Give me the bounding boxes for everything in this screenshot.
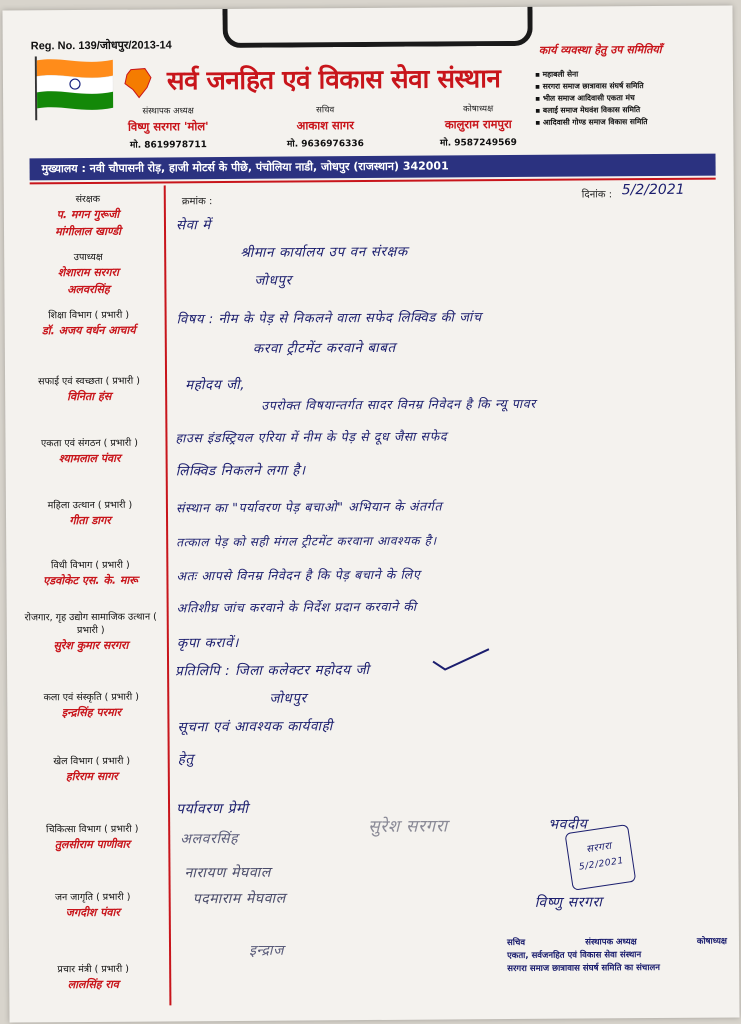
- address-bar: मुख्यालय : नवी चौपासनी रोड़, हाजी मोटर्स के पीछे, पंचोलिया नाडी, जोधपुर (राजस्थान) 342001: [30, 154, 716, 181]
- sidebar-role: सफाई एवं स्वच्छता ( प्रभारी ): [38, 375, 141, 388]
- sidebar-entry: [12, 191, 164, 239]
- letter-date: 5/2/2021: [621, 181, 685, 199]
- letter-line: जोधपुर: [254, 272, 292, 289]
- committee-item: ▪ महाबली सेना: [535, 68, 725, 81]
- sidebar-entry: [16, 753, 168, 784]
- signatory-line: नारायण मेघवाल: [184, 864, 271, 882]
- sidebar-entry: [13, 435, 165, 466]
- signatory-line: इन्द्राज: [248, 942, 285, 959]
- sidebar-name: गीता डागर: [69, 513, 111, 528]
- sidebar-name: शेशाराम सरगरा: [57, 265, 119, 280]
- sidebar-role: जन जागृति ( प्रभारी ): [54, 891, 131, 904]
- sidebar-name: श्यामलाल पंवार: [58, 451, 121, 466]
- officer-role: सचिव: [316, 105, 335, 116]
- signatory-line: सुरेश सरगरा: [368, 816, 448, 838]
- sidebar-role: रोजगार, गृह उद्योग सामाजिक उत्थान ( प्रभारी ): [24, 611, 157, 637]
- officer-phone: मो. 9636976336: [286, 139, 364, 150]
- sidebar-role: संरक्षक: [75, 193, 101, 206]
- sidebar-entry: [15, 609, 167, 653]
- letter-line: अतः आपसे विनम्र निवेदन है कि पेड़ बचाने के लिए: [176, 566, 421, 584]
- sidebar-name: डॉ. अजय वर्धन आचार्य: [41, 323, 136, 338]
- officer-name: कालुराम रामपुरा: [444, 117, 512, 132]
- committee-item: ▪ भील समाज आदिवासी एकता मंच: [535, 92, 725, 105]
- date-label: दिनांक :: [581, 189, 613, 201]
- sidebar-role: महिला उत्थान ( प्रभारी ): [47, 499, 133, 512]
- map-emblem-icon: [121, 65, 155, 99]
- signatory-line: पर्यावरण प्रेमी: [176, 800, 249, 818]
- sidebar-role: चिकित्सा विभाग ( प्रभारी ): [45, 823, 139, 836]
- letter-line: लिक्विड निकलने लगा है।: [175, 462, 306, 480]
- committee-item: ▪ बलाई समाज मेघवंश विकास समिति: [535, 104, 725, 117]
- letter-line: करवा ट्रीटमेंट करवाने बाबत: [252, 339, 396, 357]
- checkmark-icon: [431, 647, 491, 671]
- letter-line: हेतु: [177, 751, 194, 768]
- sidebar-entry: [12, 249, 164, 297]
- sidebar-members: [12, 185, 170, 1022]
- officer-name: विष्णु सरगरा 'मोल': [127, 119, 209, 134]
- sidebar-name: एडवोकेट एस. के. मारू: [43, 573, 138, 588]
- letter-line: श्रीमान कार्यालय उप वन संरक्षक: [240, 243, 408, 261]
- stamp-date: 5/2/2021: [578, 856, 625, 873]
- footer-stamp: [507, 936, 727, 977]
- sidebar-entry: [14, 557, 166, 588]
- letter-line: सूचना एवं आवश्यक कार्यवाही: [177, 718, 333, 736]
- sidebar-entry: [17, 961, 169, 992]
- footer-org: एकता, सर्वजनहित एवं विकास सेवा संस्थान: [507, 950, 642, 962]
- committee-item: ▪ सरगरा समाज छात्रावास संघर्ष समिति: [535, 80, 725, 93]
- sidebar-name: हरिराम सागर: [65, 769, 118, 784]
- sidebar-name: प. मगन गुरूजी: [56, 207, 120, 222]
- sidebar-name: सुरेश कुमार सरगरा: [53, 638, 129, 653]
- sidebar-role: खेल विभाग ( प्रभारी ): [53, 755, 131, 768]
- sidebar-role: विधी विभाग ( प्रभारी ): [50, 559, 130, 572]
- stamp-text: सरगरा: [585, 840, 613, 856]
- copy-to-line: प्रतिलिपि : जिला कलेक्टर महोदय जी: [175, 662, 370, 680]
- sidebar-name: अलवरसिंह: [67, 282, 110, 297]
- officer-founder: [103, 105, 233, 151]
- sidebar-name: मांगीलाल खाण्डी: [55, 224, 122, 239]
- letter-line: सेवा में: [175, 217, 211, 234]
- committee-list: [535, 68, 725, 129]
- officer-secretary: [265, 104, 385, 150]
- officer-role: संस्थापक अध्यक्ष: [142, 106, 194, 117]
- footer-role: संस्थापक अध्यक्ष: [585, 937, 637, 948]
- footer-role: कोषाध्यक्ष: [696, 936, 728, 947]
- sidebar-entry: [15, 689, 167, 720]
- sidebar-entry: [14, 497, 166, 528]
- organization-name: सर्व जनहित एवं विकास सेवा संस्थान: [166, 64, 501, 97]
- letter-line: महोदय जी,: [185, 376, 246, 394]
- committee-title: कार्य व्यवस्था हेतु उप समितियाँ: [538, 42, 662, 57]
- sidebar-role: कला एवं संस्कृति ( प्रभारी ): [43, 691, 140, 704]
- letter-line: जोधपुर: [269, 690, 307, 707]
- sidebar-entry: [13, 373, 165, 404]
- letter-line: विषय : नीम के पेड़ से निकलने वाला सफेद लिक्विड की जांच: [176, 310, 482, 328]
- officer-phone: मो. 8619978711: [129, 140, 207, 151]
- signatory-line: विष्णु सरगरा: [534, 894, 603, 911]
- sidebar-name: तुलसीराम पाणीवार: [54, 837, 130, 852]
- letter-line: तत्काल पेड़ को सही मंगल ट्रीटमेंट करवाना आवश्यक है।: [176, 533, 437, 550]
- sidebar-entry: [13, 307, 165, 338]
- signatory-line: भवदीय: [548, 816, 588, 833]
- letterhead-page: [2, 5, 739, 1022]
- sidebar-role: शिक्षा विभाग ( प्रभारी ): [48, 309, 130, 322]
- committee-item: ▪ आदिवासी गोण्ड समाज विकास समिति: [535, 116, 725, 129]
- sidebar-name: इन्द्रसिंह परमार: [61, 705, 122, 720]
- sidebar-role: एकता एवं संगठन ( प्रभारी ): [40, 437, 139, 450]
- sidebar-role: प्रचार मंत्री ( प्रभारी ): [57, 963, 129, 976]
- officer-name: आकाश सागर: [296, 118, 354, 133]
- sidebar-name: विनिता हंस: [67, 389, 112, 404]
- sidebar-role: उपाध्यक्ष: [73, 251, 103, 264]
- letter-line: अतिशीघ्र जांच करवाने के निर्देश प्रदान करवाने की: [176, 598, 417, 616]
- footer-role: सचिव: [506, 937, 526, 949]
- letter-line: संस्थान का "पर्यावरण पेड़ बचाओ" अभियान के अंतर्गत: [175, 498, 443, 516]
- signature-stamp: [565, 824, 637, 891]
- eyeglasses-on-page: [222, 5, 532, 48]
- footer-committee: सरगरा समाज छात्रावास संघर्ष समिति का संचालन: [507, 962, 661, 975]
- sidebar-entry: [17, 889, 169, 920]
- registration-number: Reg. No. 139/जोधपुर/2013-14: [30, 39, 172, 53]
- letter-line: हाउस इंडस्ट्रियल एरिया में नीम के पेड़ से दूध जैसा सफेद: [175, 428, 448, 446]
- sidebar-name: लालसिंह राव: [67, 977, 119, 992]
- signatory-line: पदमाराम मेघवाल: [192, 890, 286, 908]
- officer-phone: मो. 9587249569: [439, 137, 517, 149]
- signatory-line: अलवरसिंह: [180, 830, 239, 848]
- sidebar-name: जगदीश पंवार: [65, 905, 120, 920]
- letter-line: कृपा करावें।: [176, 634, 239, 652]
- letter-line: उपरोक्त विषयान्तर्गत सादर विनम्र निवेदन है कि न्यू पावर: [261, 395, 536, 413]
- sidebar-entry: [16, 821, 168, 852]
- reference-label: क्रमांक :: [181, 196, 213, 208]
- officer-treasurer: [413, 103, 543, 149]
- officer-role: कोषाध्यक्ष: [463, 104, 494, 115]
